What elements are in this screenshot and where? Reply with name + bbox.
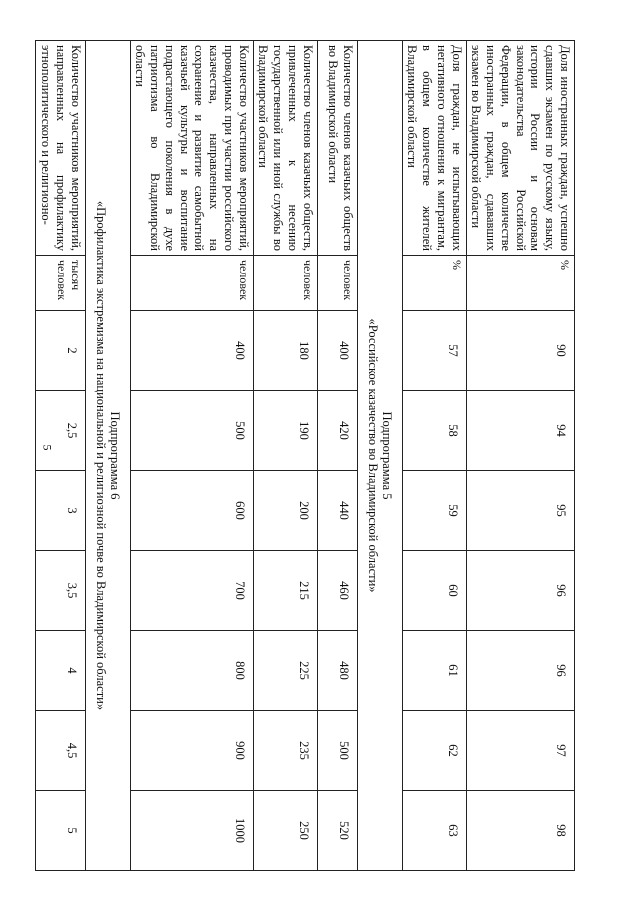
indicator-value: 520 [317,791,357,871]
indicator-value: 440 [317,471,357,551]
indicator-value: 420 [317,391,357,471]
indicator-value: 500 [317,711,357,791]
indicator-value: 96 [466,631,574,711]
indicator-value: 235 [253,711,317,791]
section-row [357,41,402,871]
table-row [36,41,85,871]
page-number: 5 [40,444,55,451]
indicator-table [36,40,576,871]
indicator-value: 4,5 [36,711,85,791]
indicator-value: 95 [466,471,574,551]
indicator-unit: % [402,256,466,311]
indicator-value: 1000 [130,791,253,871]
indicator-value: 225 [253,631,317,711]
indicator-value: 63 [402,791,466,871]
indicator-value: 58 [402,391,466,471]
table-row [253,41,317,871]
indicator-value: 60 [402,551,466,631]
indicator-value: 250 [253,791,317,871]
indicator-value: 700 [130,551,253,631]
table-row [317,41,357,871]
indicator-unit: человек [253,256,317,311]
indicator-value: 57 [402,311,466,391]
indicator-name: Доля граждан, не испытывающих негативного отношения к мигрантам, в общем количестве жителей Владимирской области [402,41,466,256]
indicator-value: 400 [130,311,253,391]
indicator-name: Доля иностранных граждан, успешно сдавших экзамен по русскому языку, истории России и основам законодательства Российской Федерации, в общем количестве иностранных граждан, сдававших экзамен во Владимирской области [466,41,574,256]
indicator-value: 480 [317,631,357,711]
indicator-value: 600 [130,471,253,551]
subprogram-number: Подпрограмма 6 [108,411,123,500]
indicator-name: Количество участников мероприятий, направленных на профилактику этнополитического и религиозно- [36,41,85,256]
indicator-value: 2,5 [36,391,85,471]
indicator-name: Количество участников мероприятий, проводимых при участии российского казачества, направленных на сохранение и развитие самобытной казачьей культуры и воспитание подрастающего поколения в духе патриотизма во Владимирской области [130,41,253,256]
indicator-value: 3,5 [36,551,85,631]
indicator-value: 800 [130,631,253,711]
indicator-unit: человек [130,256,253,311]
table-row [130,41,253,871]
subprogram-title: «Российское казачество во Владимирской области» [365,318,380,593]
table-row [466,41,574,871]
indicator-value: 62 [402,711,466,791]
table-row [402,41,466,871]
indicator-value: 61 [402,631,466,711]
indicator-unit: % [466,256,574,311]
indicator-value: 500 [130,391,253,471]
indicator-value: 94 [466,391,574,471]
indicator-value: 97 [466,711,574,791]
indicator-name: Количество членов казачьих обществ во Владимирской области [317,41,357,256]
indicator-value: 2 [36,311,85,391]
indicator-value: 98 [466,791,574,871]
subprogram-number: Подпрограмма 5 [380,411,395,500]
indicator-value: 200 [253,471,317,551]
indicator-value: 59 [402,471,466,551]
indicator-value: 90 [466,311,574,391]
rotated-table-container [39,40,575,870]
indicator-name: Количество членов казачьих обществ, привлеченных к несению государственной или иной службы во Владимирской области [253,41,317,256]
indicator-value: 3 [36,471,85,551]
indicator-unit: тысяч человек [36,256,85,311]
indicator-unit: человек [317,256,357,311]
indicator-value: 460 [317,551,357,631]
indicator-value: 5 [36,791,85,871]
indicator-value: 96 [466,551,574,631]
indicator-value: 215 [253,551,317,631]
subprogram-title: «Профилактика экстремизма на национальной и религиозной почве во Владимирской области» [93,200,108,711]
subprogram-heading [357,41,402,871]
indicator-value: 400 [317,311,357,391]
indicator-value: 4 [36,631,85,711]
section-row [85,41,130,871]
indicator-value: 180 [253,311,317,391]
subprogram-heading [85,41,130,871]
indicator-value: 900 [130,711,253,791]
indicator-value: 190 [253,391,317,471]
